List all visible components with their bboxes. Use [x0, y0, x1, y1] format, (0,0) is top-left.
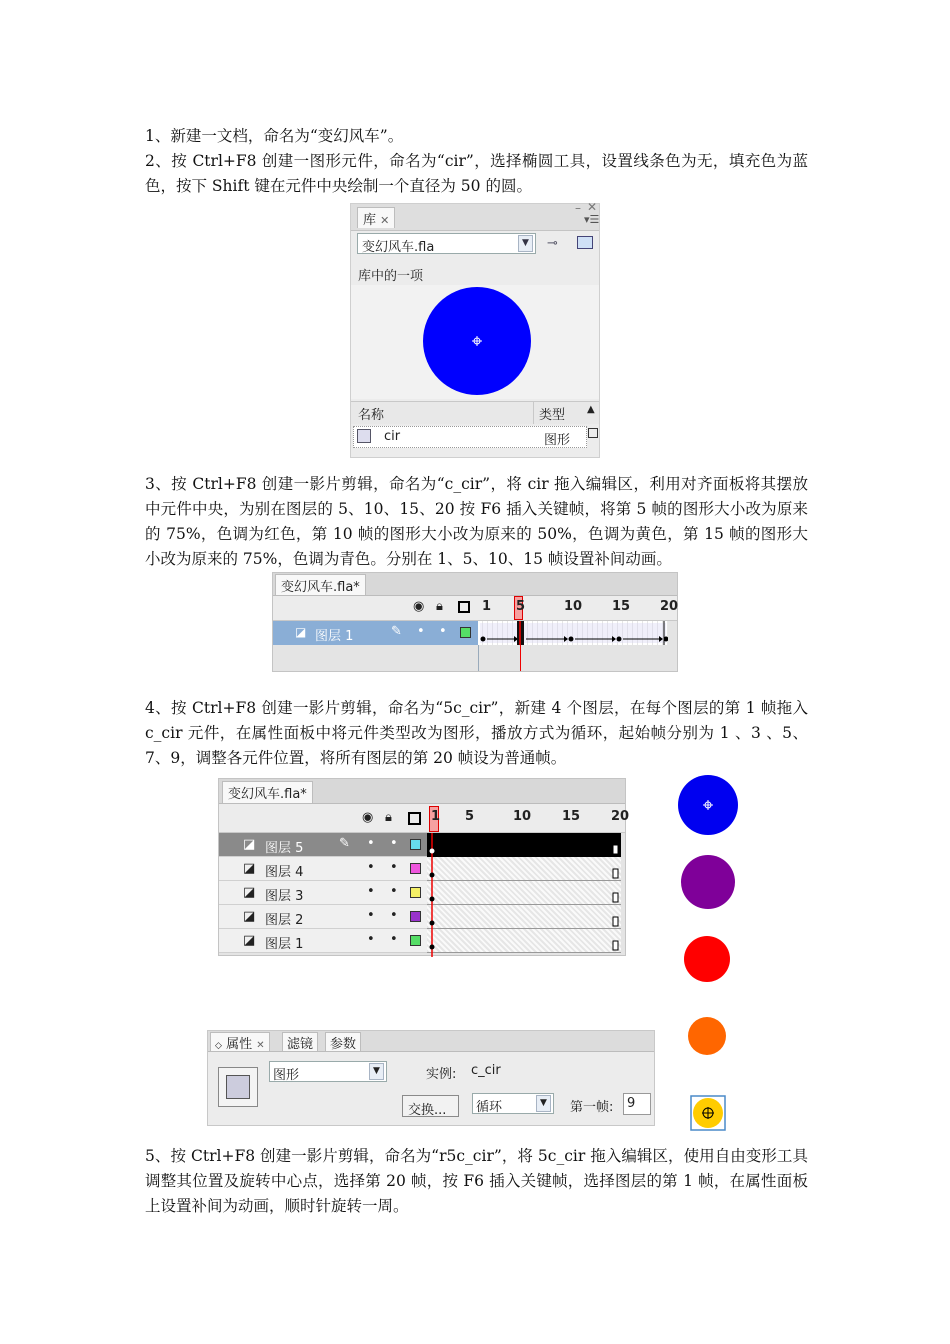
- layer-color-swatch[interactable]: [410, 839, 421, 850]
- visible-dot[interactable]: •: [417, 624, 425, 639]
- panel-menu-icon[interactable]: ▾☰: [584, 213, 600, 226]
- blue-circle-preview: [351, 285, 599, 399]
- library-row[interactable]: [353, 426, 587, 448]
- loop-select[interactable]: [472, 1093, 554, 1114]
- tab-parameters[interactable]: [325, 1032, 361, 1051]
- column-type[interactable]: 类型: [539, 408, 566, 423]
- layer-color-swatch[interactable]: [410, 911, 421, 922]
- visible-dot[interactable]: •: [367, 884, 375, 899]
- library-item-type: 图形: [544, 433, 571, 448]
- step-4: 4、按 Ctrl+F8 创建一影片剪辑，命名为“5c_cir”，新建 4 个图层，在每个图层的第 1 帧拖入 c_cir 元件，在属性面板中将元件类型改为图形，播放方式为循环，起始帧分别为 1 、3 、5、7、9，调整各元件位置，将所有图层的第 20 帧设为普通帧。: [145, 699, 808, 767]
- close-icon[interactable]: ✕: [587, 200, 598, 214]
- lock-dot[interactable]: •: [439, 624, 447, 639]
- ruler-10: 10: [564, 599, 583, 614]
- eye-icon[interactable]: ◉: [413, 599, 425, 614]
- visible-dot[interactable]: •: [367, 836, 375, 851]
- layer-icon: ◪: [295, 625, 307, 639]
- chevron-down-icon: ▼: [518, 235, 533, 252]
- close-icon[interactable]: ✕: [380, 214, 390, 227]
- tab-properties-label: 属性: [226, 1037, 253, 1052]
- library-tab-label: 库: [363, 213, 377, 228]
- pencil-icon: ✎: [339, 836, 350, 851]
- library-panel: [350, 200, 600, 458]
- timeline-header: [273, 596, 677, 621]
- lock-icon[interactable]: 🔒︎: [436, 599, 443, 614]
- instance-value: c_cir: [471, 1063, 501, 1078]
- lock-dot[interactable]: •: [390, 932, 398, 947]
- eye-icon[interactable]: ◉: [362, 810, 374, 825]
- minimize-icon[interactable]: –: [575, 201, 581, 215]
- layer-icon: ◪: [243, 885, 256, 900]
- tab-filters[interactable]: [282, 1032, 318, 1051]
- library-item-count: 库中的一项: [358, 269, 424, 284]
- lock-dot[interactable]: •: [390, 860, 398, 875]
- layer-row-3[interactable]: [219, 881, 427, 905]
- pin-icon[interactable]: ⊸: [547, 236, 558, 251]
- ruler-1: 1: [431, 809, 441, 824]
- first-frame-label: 第一帧:: [570, 1100, 614, 1115]
- motion-tween-arrows: [478, 621, 668, 645]
- ruler-1: 1: [482, 599, 492, 614]
- layer-name: 图层 5: [265, 841, 304, 856]
- layer-color-swatch[interactable]: [410, 863, 421, 874]
- layer-row-4[interactable]: [219, 857, 427, 881]
- lock-dot[interactable]: •: [390, 836, 398, 851]
- ruler-5: 5: [465, 809, 475, 824]
- library-item-name: cir: [384, 429, 401, 444]
- collapse-icon[interactable]: ◇: [215, 1041, 222, 1051]
- lock-dot[interactable]: •: [390, 884, 398, 899]
- layer-color-swatch[interactable]: [410, 887, 421, 898]
- ruler-10: 10: [513, 809, 532, 824]
- frame-ruler[interactable]: [478, 596, 678, 620]
- layer-row-5[interactable]: [219, 833, 427, 857]
- timeline-panel-1: [272, 572, 678, 672]
- symbol-type-select[interactable]: [269, 1061, 387, 1082]
- ruler-20: 20: [611, 809, 630, 824]
- graphic-symbol-icon: [357, 429, 371, 443]
- column-name[interactable]: 名称: [358, 408, 385, 423]
- timeline-header: [219, 804, 630, 833]
- step-1: 1、新建一文档，命名为“变幻风车”。: [145, 127, 404, 145]
- step-3: 3、按 Ctrl+F8 创建一影片剪辑，命名为“c_cir”，将 cir 拖入编辑区，利用对齐面板将其摆放中元件中央，为别在图层的 5、10、15、20 按 F6 插入关键帧，将第 5 帧的图形大小改为原来的 75%，色调为红色，第 10 帧的图形大小改为原来的 50%，色调为黄色，第 15 帧的图形大小改为原来的 75%，色调为青色。分别在 1、5、10、15 帧设置补间动画。: [145, 475, 808, 568]
- instance-label: 实例:: [426, 1067, 457, 1082]
- visible-dot[interactable]: •: [367, 860, 375, 875]
- visible-dot[interactable]: •: [367, 908, 375, 923]
- new-library-panel-icon[interactable]: [577, 236, 593, 249]
- ruler-15: 15: [612, 599, 631, 614]
- document-tab[interactable]: [275, 574, 366, 595]
- loop-value: 循环: [476, 1100, 503, 1115]
- library-tab[interactable]: [357, 207, 395, 228]
- frame-ruler[interactable]: [427, 804, 630, 832]
- symbol-icon: [218, 1067, 258, 1107]
- ruler-15: 15: [562, 809, 581, 824]
- lock-dot[interactable]: •: [390, 908, 398, 923]
- properties-panel: [207, 1030, 655, 1126]
- layer-icon: ◪: [243, 837, 256, 852]
- outline-icon[interactable]: [458, 601, 470, 613]
- timeline-panel-2: [218, 778, 630, 956]
- library-file-select[interactable]: [357, 233, 536, 254]
- layer-name: 图层 1: [265, 937, 304, 952]
- layer-row-2[interactable]: [219, 905, 427, 929]
- layer-name: 图层 1: [315, 629, 354, 644]
- close-icon[interactable]: ✕: [256, 1040, 265, 1051]
- layer-row-1[interactable]: [273, 621, 478, 645]
- lock-icon[interactable]: 🔒︎: [385, 810, 392, 825]
- library-header: [351, 402, 599, 424]
- layer-name: 图层 2: [265, 913, 304, 928]
- layer-row-1[interactable]: [219, 929, 427, 953]
- frame-track[interactable]: [478, 621, 668, 645]
- layer-icon: ◪: [243, 861, 256, 876]
- purple-circle: [681, 855, 735, 909]
- visible-dot[interactable]: •: [367, 932, 375, 947]
- step-2: 2、按 Ctrl+F8 创建一图形元件，命名为“cir”，选择椭圆工具，设置线条色为无，填充色为蓝色，按下 Shift 键在元件中央绘制一个直径为 50 的圆。: [145, 152, 808, 195]
- layer-name: 图层 4: [265, 865, 304, 880]
- chevron-down-icon: ▼: [369, 1063, 384, 1080]
- document-tab-label: 变幻风车.fla*: [228, 787, 307, 802]
- ruler-5: 5: [516, 599, 526, 614]
- ruler-20: 20: [660, 599, 679, 614]
- layer-color-swatch[interactable]: [460, 627, 471, 638]
- first-frame-input[interactable]: 9: [623, 1093, 651, 1115]
- pencil-icon: ✎: [391, 624, 402, 639]
- library-preview: [351, 285, 599, 399]
- layer-icon: ◪: [243, 933, 256, 948]
- outline-icon[interactable]: [408, 812, 421, 825]
- red-circle: [684, 936, 730, 982]
- tab-parameters-label: 参数: [330, 1037, 357, 1052]
- side-circles: [670, 773, 750, 1135]
- sort-icon[interactable]: ▲: [587, 404, 595, 415]
- library-file-name: 变幻风车.fla: [362, 240, 435, 255]
- layer-name: 图层 3: [265, 889, 304, 904]
- swap-button[interactable]: 交换...: [402, 1095, 459, 1117]
- layer-icon: ◪: [243, 909, 256, 924]
- tab-properties[interactable]: [210, 1032, 270, 1051]
- keyframe-markers: [425, 833, 625, 957]
- scroll-square-icon[interactable]: [588, 428, 598, 438]
- layer-color-swatch[interactable]: [410, 935, 421, 946]
- step-5: 5、按 Ctrl+F8 创建一影片剪辑，命名为“r5c_cir”，将 5c_cir 拖入编辑区，使用自由变形工具调整其位置及旋转中心点，选择第 20 帧，按 F6 插入关键帧，选择图层的第 1 帧，在属性面板上设置补间为动画，顺时针旋转一周。: [145, 1147, 808, 1215]
- symbol-type-value: 图形: [273, 1068, 300, 1083]
- document-tab-label: 变幻风车.fla*: [281, 580, 360, 595]
- orange-circle: [688, 1017, 726, 1055]
- chevron-down-icon: ▼: [536, 1095, 551, 1112]
- document-tab[interactable]: [222, 781, 313, 803]
- tab-filters-label: 滤镜: [287, 1037, 314, 1052]
